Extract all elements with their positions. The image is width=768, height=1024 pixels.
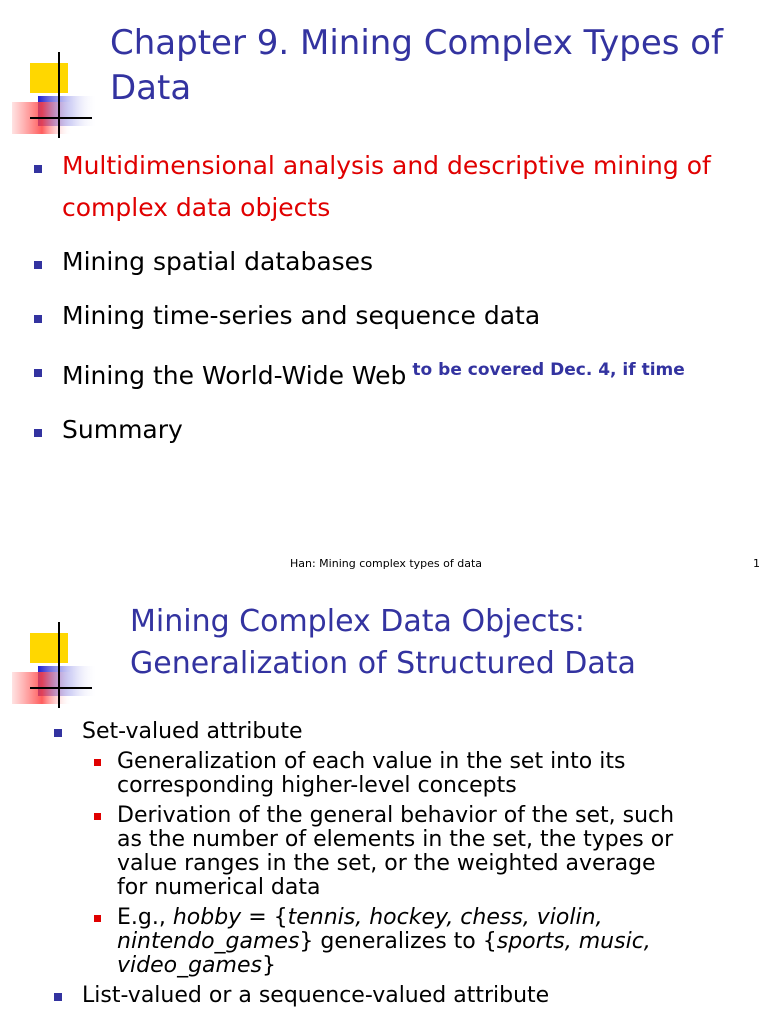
slide-title: Mining Complex Data Objects: Generalization of Structured Data (130, 604, 636, 681)
square-bullet-icon (94, 915, 101, 922)
slide-2 (0, 585, 768, 1024)
list-item: List-valued or a sequence-valued attribute (52, 984, 752, 1008)
square-bullet-icon (54, 729, 62, 737)
square-bullet-icon (34, 261, 42, 269)
topic-list (52, 720, 752, 1014)
slide-footer: Han: Mining complex types of data (290, 557, 483, 570)
square-bullet-icon (94, 813, 101, 820)
square-bullet-icon (34, 369, 42, 377)
square-bullet-icon (34, 429, 42, 437)
slide-title: Chapter 9. Mining Complex Types of Data (110, 23, 724, 108)
sub-list (82, 750, 752, 978)
topic-list (34, 145, 754, 463)
sub-list-item: Derivation of the general behavior of the set, such as the number of elements in the set, the types or value ranges in the set, or the weighted average for numerical data (82, 804, 677, 900)
square-bullet-icon (54, 993, 62, 1001)
corner-logo (0, 0, 100, 140)
list-item: Mining the World-Wide Web $^{to be covered Dec. 4, if time}$ (34, 349, 754, 397)
page-number: 1 (753, 557, 760, 570)
square-bullet-icon (34, 165, 42, 173)
list-item: Summary (34, 409, 754, 451)
list-item: Multidimensional analysis and descriptive mining of complex data objects (34, 145, 754, 229)
list-item: Set-valued attribute Generalization of each value in the set into its corresponding higher-level concepts Derivation of the general behavior of the set, such as the number of elements in the set, the types or value ranges in the set, or the weighted average for numerical data E.g., hobby = {tennis, hockey, chess, violin, nintendo_games} generalizes to {sports, music, video_games} (52, 720, 752, 978)
schedule-note: to be covered Dec. 4, if time (412, 360, 685, 380)
list-item: Mining time-series and sequence data (34, 295, 754, 337)
list-item: Mining spatial databases (34, 241, 754, 283)
corner-logo (0, 585, 100, 725)
square-bullet-icon (34, 315, 42, 323)
sub-list-item: E.g., hobby = {tennis, hockey, chess, violin, nintendo_games} generalizes to {sports, music, video_games} (82, 906, 677, 978)
sub-list-item: Generalization of each value in the set into its corresponding higher-level concepts (82, 750, 677, 798)
square-bullet-icon (94, 759, 101, 766)
